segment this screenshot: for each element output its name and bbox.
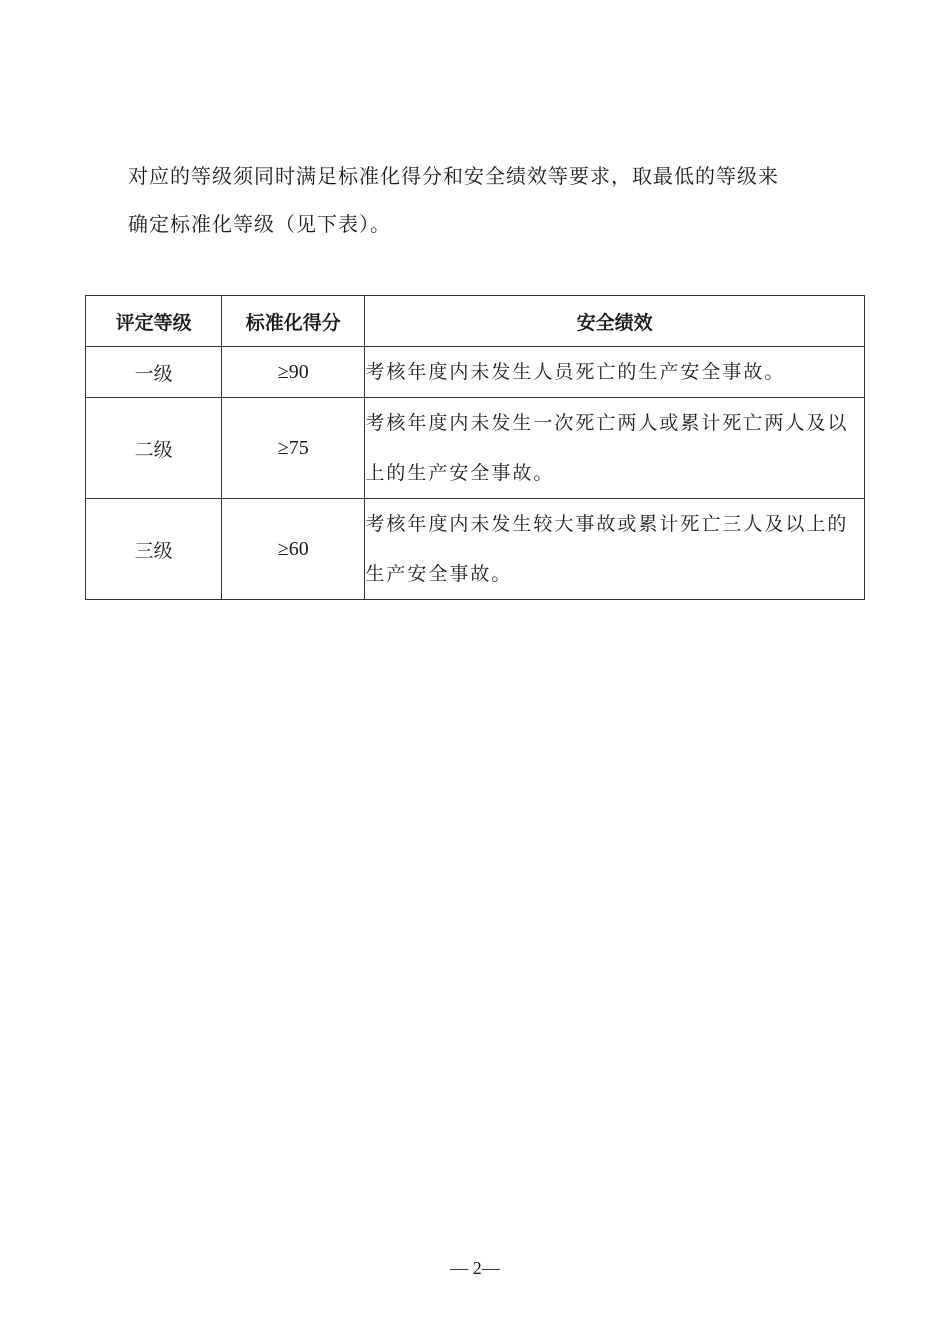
header-performance: 安全绩效: [365, 296, 865, 347]
score-cell: ≥90: [222, 347, 365, 398]
header-level: 评定等级: [86, 296, 222, 347]
score-cell: ≥75: [222, 398, 365, 499]
score-cell: ≥60: [222, 499, 365, 600]
body-paragraph: [128, 152, 828, 248]
header-score: 标准化得分: [222, 296, 365, 347]
paragraph-line-2: 确定标准化等级（见下表）。: [128, 212, 391, 236]
level-cell: 二级: [86, 398, 222, 499]
paragraph-line-1: 对应的等级须同时满足标准化得分和安全绩效等要求，取最低的等级来: [128, 164, 779, 188]
table-row: [86, 499, 865, 600]
performance-cell: 考核年度内未发生较大事故或累计死亡三人及以上的生产安全事故。: [365, 499, 865, 600]
page-number: — 2—: [450, 1258, 500, 1278]
table-row: [86, 398, 865, 499]
level-cell: 一级: [86, 347, 222, 398]
table-row: [86, 347, 865, 398]
level-cell: 三级: [86, 499, 222, 600]
grade-table: [85, 295, 865, 600]
performance-cell: 考核年度内未发生一次死亡两人或累计死亡两人及以上的生产安全事故。: [365, 398, 865, 499]
table-header-row: [86, 296, 865, 347]
performance-cell: 考核年度内未发生人员死亡的生产安全事故。: [365, 347, 865, 398]
